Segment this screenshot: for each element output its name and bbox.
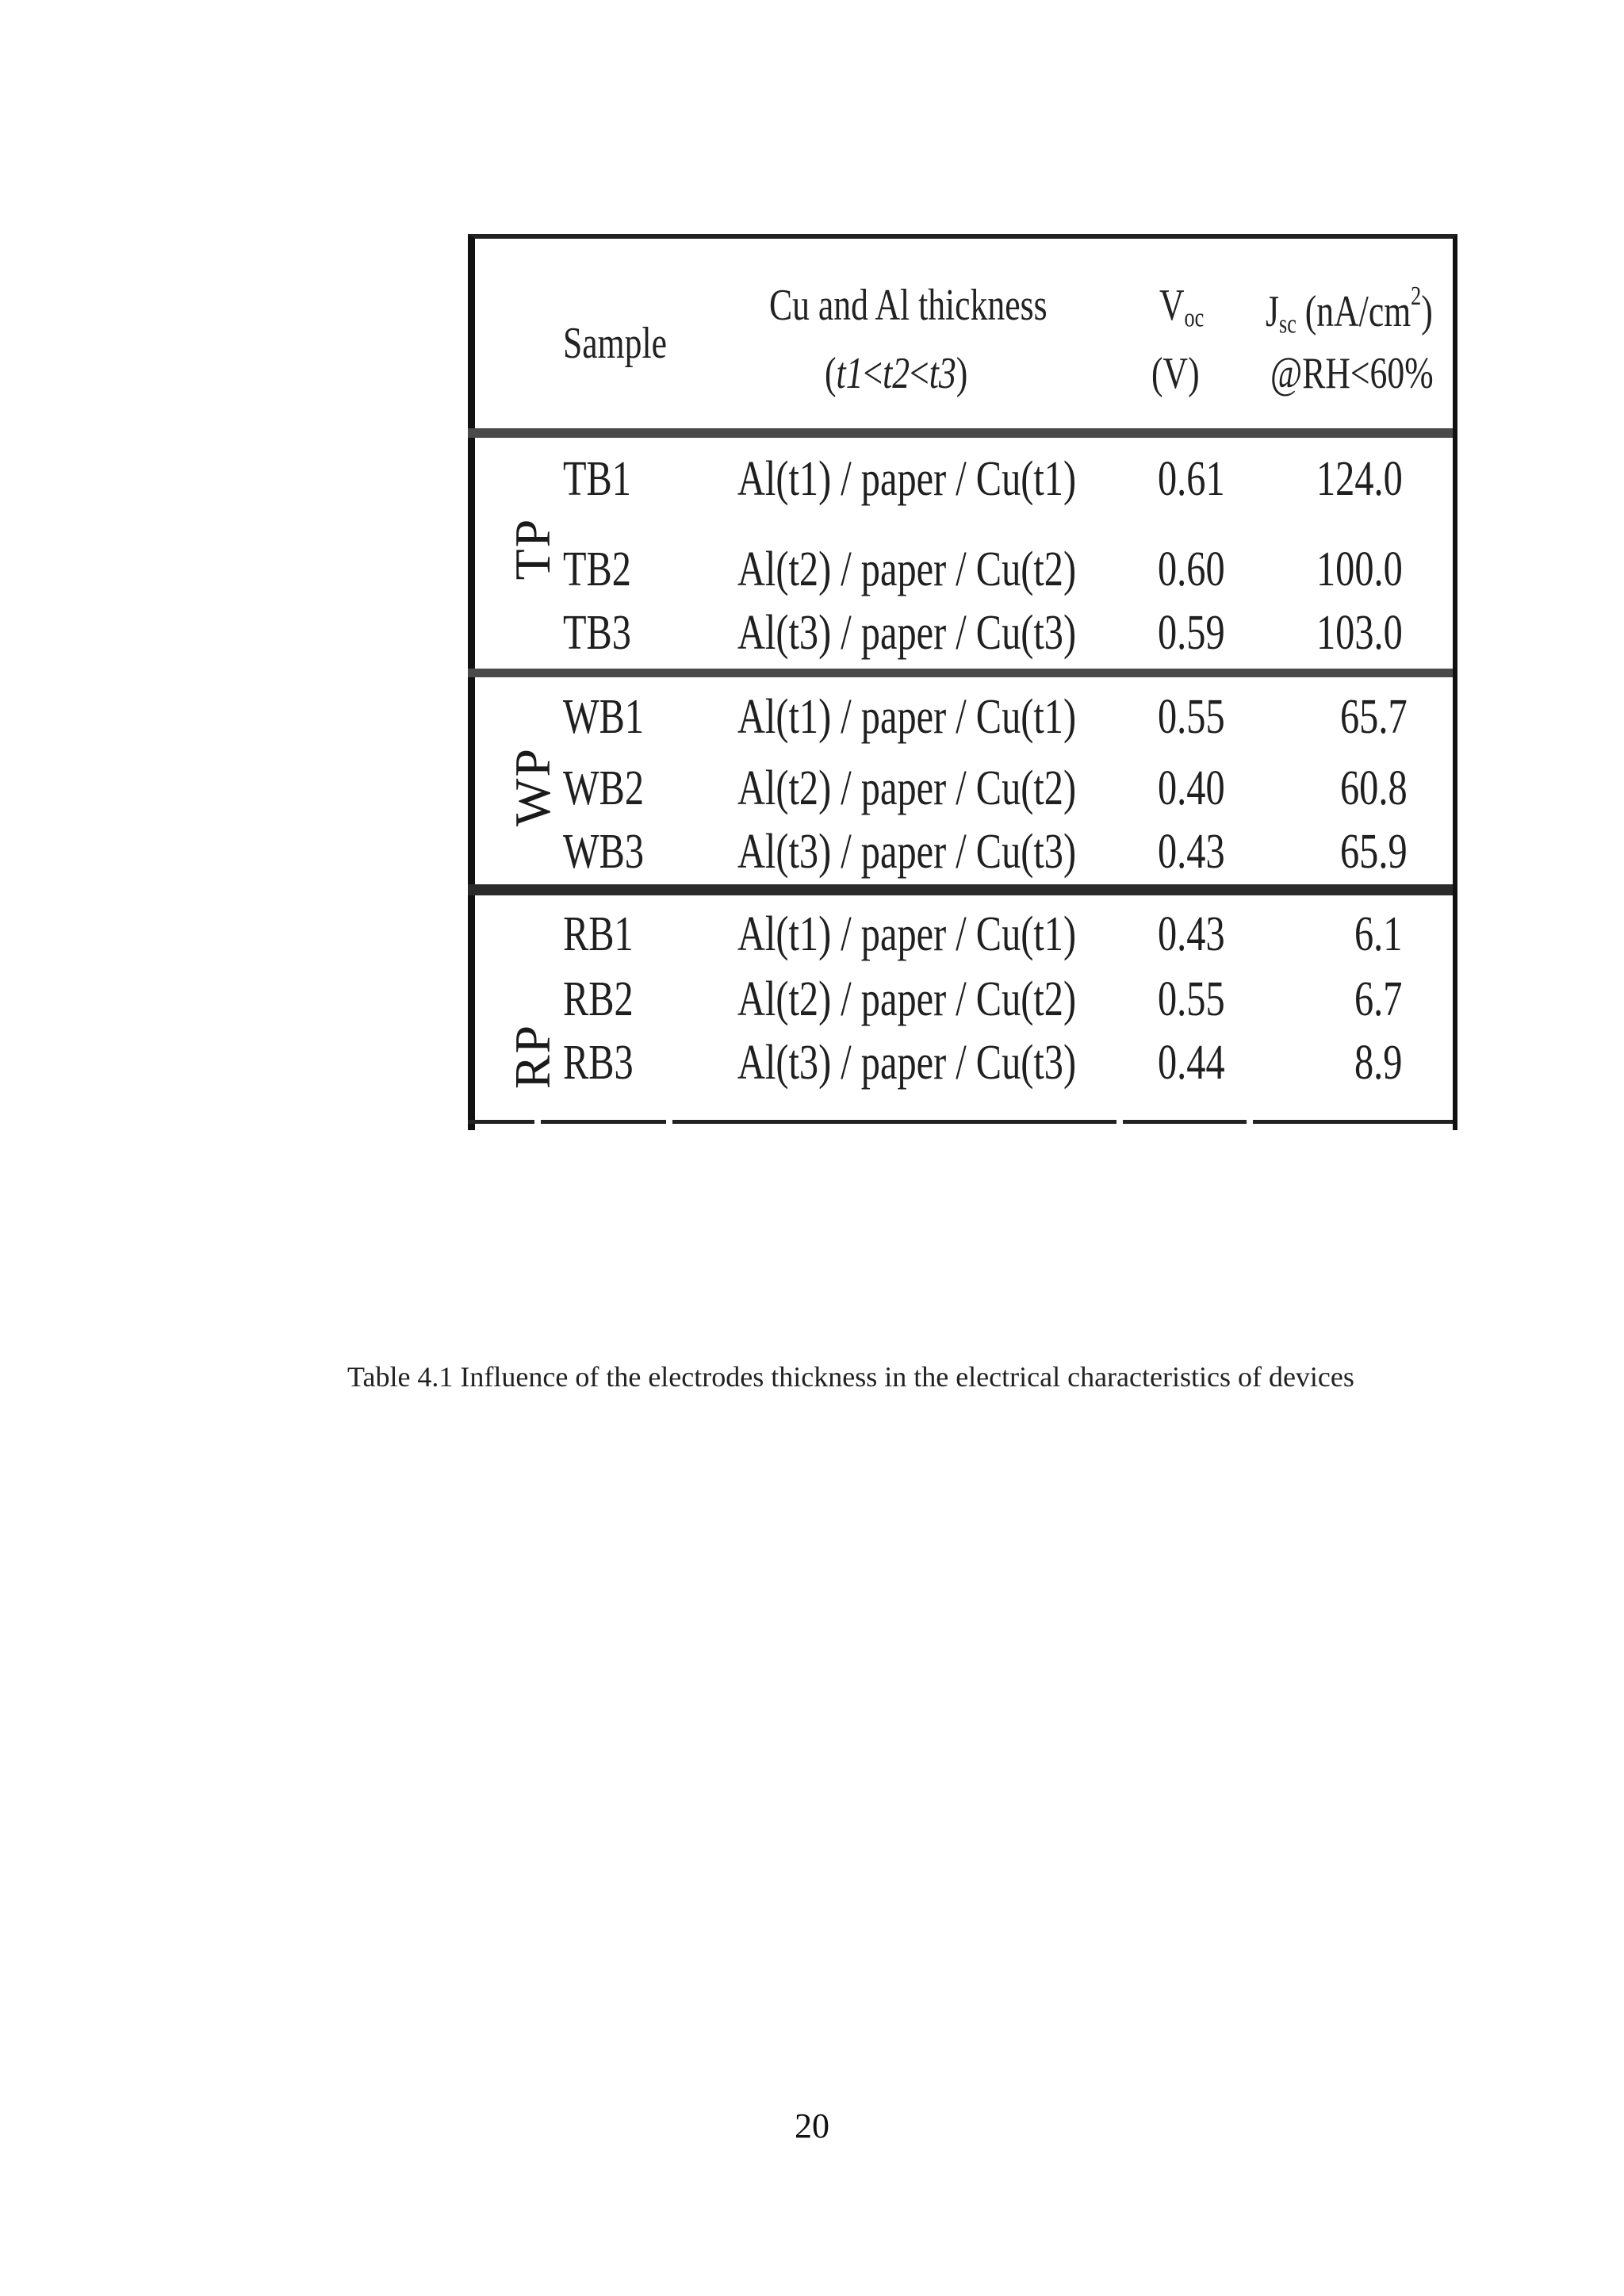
table-cell-voc: 0.59 bbox=[1158, 606, 1225, 660]
table-cell-voc: 0.44 bbox=[1158, 1036, 1225, 1090]
table-cell-jsc: 124.0 bbox=[1316, 452, 1403, 506]
table-cell-jsc: 6.7 bbox=[1354, 972, 1403, 1026]
table-cell-voc: 0.43 bbox=[1158, 907, 1225, 961]
header-rule bbox=[468, 428, 1453, 438]
table-cell-sample: RB2 bbox=[563, 972, 634, 1026]
table-cell-jsc: 100.0 bbox=[1316, 542, 1403, 596]
table-cell-jsc: 60.8 bbox=[1340, 761, 1408, 815]
table-cell-jsc: 103.0 bbox=[1316, 606, 1403, 660]
page-number: 20 bbox=[795, 2106, 829, 2145]
table-cell-thickness: Al(t1) / paper / Cu(t1) bbox=[737, 690, 1077, 744]
table-cell-thickness: Al(t1) / paper / Cu(t1) bbox=[737, 452, 1077, 506]
table-cell-thickness: Al(t2) / paper / Cu(t2) bbox=[737, 972, 1077, 1026]
table-cell-voc: 0.43 bbox=[1158, 825, 1225, 879]
bottom-rule-segment bbox=[541, 1120, 666, 1124]
table-cell-thickness: Al(t2) / paper / Cu(t2) bbox=[737, 542, 1077, 596]
table-cell-sample: TB3 bbox=[563, 606, 631, 660]
bottom-rule-segment bbox=[672, 1120, 1116, 1124]
header-jsc-condition: @RH<60% bbox=[1270, 349, 1434, 398]
table-cell-sample: RB3 bbox=[563, 1036, 634, 1090]
table-cell-voc: 0.40 bbox=[1158, 761, 1225, 815]
table-cell-voc: 0.55 bbox=[1158, 690, 1225, 744]
group-label-wp: WP bbox=[504, 747, 561, 826]
group-label-tp: TP bbox=[504, 517, 561, 581]
bottom-rule-segment bbox=[1123, 1120, 1247, 1124]
header-sample: Sample bbox=[563, 319, 668, 368]
table-cell-jsc: 65.9 bbox=[1340, 825, 1408, 879]
table-cell-sample: WB2 bbox=[563, 761, 645, 815]
table-cell-thickness: Al(t3) / paper / Cu(t3) bbox=[737, 825, 1077, 879]
table-cell-sample: WB1 bbox=[563, 690, 645, 744]
table-cell-voc: 0.61 bbox=[1158, 452, 1225, 506]
table-cell-jsc: 6.1 bbox=[1354, 907, 1403, 961]
table-cell-jsc: 8.9 bbox=[1354, 1036, 1403, 1090]
header-jsc: $J_{sc}$ $(nA/cm^2)$ bbox=[1266, 282, 1433, 339]
table-cell-thickness: Al(t2) / paper / Cu(t2) bbox=[737, 761, 1077, 815]
table-cell-thickness: Al(t1) / paper / Cu(t1) bbox=[737, 907, 1077, 961]
group-label-rp: RP bbox=[504, 1023, 561, 1090]
table-cell-sample: WB3 bbox=[563, 825, 645, 879]
table-caption: Table 4.1 Influence of the electrodes thickness in the electrical characteristics of devices bbox=[347, 1361, 1354, 1393]
table-cell-jsc: 65.7 bbox=[1340, 690, 1408, 744]
header-voc-unit: (V) bbox=[1151, 349, 1200, 398]
table-figure bbox=[468, 234, 1457, 1146]
table-cell-thickness: Al(t3) / paper / Cu(t3) bbox=[737, 1036, 1077, 1090]
bottom-rule-segment bbox=[1253, 1120, 1453, 1124]
table-cell-sample: TB2 bbox=[563, 542, 631, 596]
header-thickness-line1: Cu and Al thickness bbox=[769, 281, 1048, 330]
bottom-rule-segment bbox=[468, 1120, 534, 1124]
table-cell-thickness: Al(t3) / paper / Cu(t3) bbox=[737, 606, 1077, 660]
header-thickness-line2: (t1<t2<t3) bbox=[825, 349, 968, 398]
table-cell-sample: TB1 bbox=[563, 452, 631, 506]
group-rule bbox=[468, 669, 1453, 677]
table-cell-sample: RB1 bbox=[563, 907, 634, 961]
header-voc: $V_{oc}$ bbox=[1159, 281, 1205, 333]
table-cell-voc: 0.55 bbox=[1158, 972, 1225, 1026]
group-rule bbox=[468, 884, 1453, 895]
table-cell-voc: 0.60 bbox=[1158, 542, 1225, 596]
